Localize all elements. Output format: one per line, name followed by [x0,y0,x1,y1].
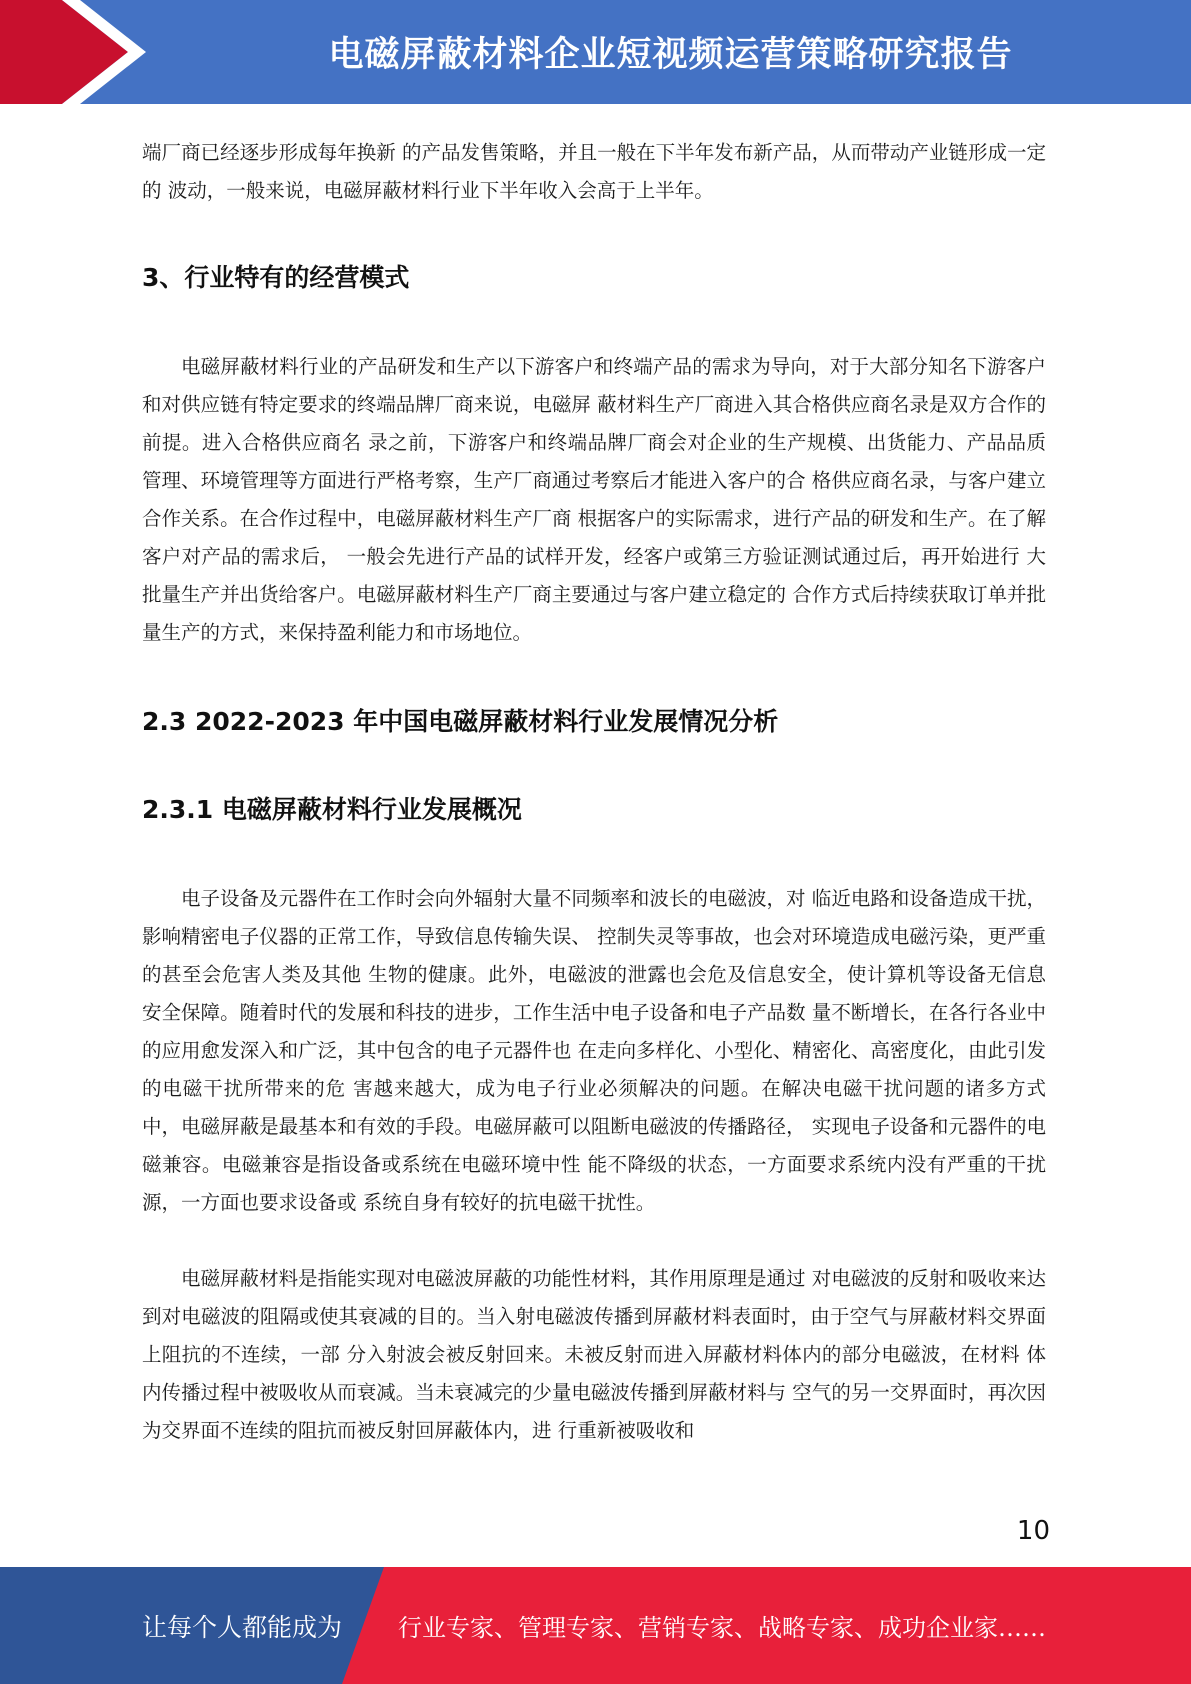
report-title: 电磁屏蔽材料企业短视频运营策略研究报告 [328,35,1013,75]
paragraph-intro: 端厂商已经逐步形成每年换新 的产品发售策略，并且一般在下半年发布新产品，从而带动产业链形成一定的 波动，一般来说，电磁屏蔽材料行业下半年收入会高于上半年。 [142,141,1046,202]
section-heading-2-3-1: 2.3.1 电磁屏蔽材料行业发展概况 [142,795,522,824]
footer-slogan-right: 行业专家、管理专家、营销专家、战略专家、成功企业家…… [398,1614,1046,1642]
paragraph-overview: 电子设备及元器件在工作时会向外辐射大量不同频率和波长的电磁波，对 临近电路和设备造成干扰，影响精密电子仪器的正常工作，导致信息传输失误、 控制失灵等事故，也会对环境造成电磁污染，更严重的甚至会危害人类及其他 生物的健康。此外，电磁波的泄露也会危及信息安全，使计算机等设备无信息 安全保障。随着时代的发展和科技的进步，工作生活中电子设备和电子产品数 量不断增长，在各行各业中的应用愈发深入和广泛，其中包含的电子元器件也 在走向多样化、小型化、精密化、高密度化，由此引发的电磁干扰所带来的危 害越来越大，成为电子行业必须解决的问题。在解决电磁干扰问题的诸多方式 中，电磁屏蔽是最基本和有效的手段。电磁屏蔽可以阻断电磁波的传播路径， 实现电子设备和元器件的电磁兼容。电磁兼容是指设备或系统在电磁环境中性 能不降级的状态，一方面要求系统内没有严重的干扰源，一方面也要求设备或 系统自身有较好的抗电磁干扰性。 [142,887,1046,1214]
page-footer [0,1567,1191,1684]
section-heading-3: 3、行业特有的经营模式 [142,263,410,292]
footer-slogan-left: 让每个人都能成为 [142,1612,343,1642]
paragraph-business-model: 电磁屏蔽材料行业的产品研发和生产以下游客户和终端产品的需求为导向，对于大部分知名下游客户和对供应链有特定要求的终端品牌厂商来说，电磁屏 蔽材料生产厂商进入其合格供应商名录是双方合作的前提。进入合格供应商名 录之前，下游客户和终端品牌厂商会对企业的生产规模、出货能力、产品品质 管理、环境管理等方面进行严格考察，生产厂商通过考察后才能进入客户的合 格供应商名录，与客户建立合作关系。在合作过程中，电磁屏蔽材料生产厂商 根据客户的实际需求，进行产品的研发和生产。在了解客户对产品的需求后， 一般会先进行产品的试样开发，经客户或第三方验证测试通过后，再开始进行 大批量生产并出货给客户。电磁屏蔽材料生产厂商主要通过与客户建立稳定的 合作方式后持续获取订单并批量生产的方式，来保持盈利能力和市场地位。 [142,355,1046,644]
page-content [142,134,1046,1450]
page-number: 10 [1016,1516,1050,1546]
section-heading-2-3: 2.3 2022-2023 年中国电磁屏蔽材料行业发展情况分析 [142,707,779,736]
page-header [0,0,1191,110]
paragraph-shielding-principle: 电磁屏蔽材料是指能实现对电磁波屏蔽的功能性材料，其作用原理是通过 对电磁波的反射和吸收来达到对电磁波的阻隔或使其衰减的目的。当入射电磁波传播到屏蔽材料表面时，由于空气与屏蔽材料交界面上阻抗的不连续，一部 分入射波会被反射回来。未被反射而进入屏蔽材料体内的部分电磁波，在材料 体内传播过程中被吸收从而衰减。当未衰减完的少量电磁波传播到屏蔽材料与 空气的另一交界面时，再次因为交界面不连续的阻抗而被反射回屏蔽体内，进 行重新被吸收和 [142,1267,1046,1442]
